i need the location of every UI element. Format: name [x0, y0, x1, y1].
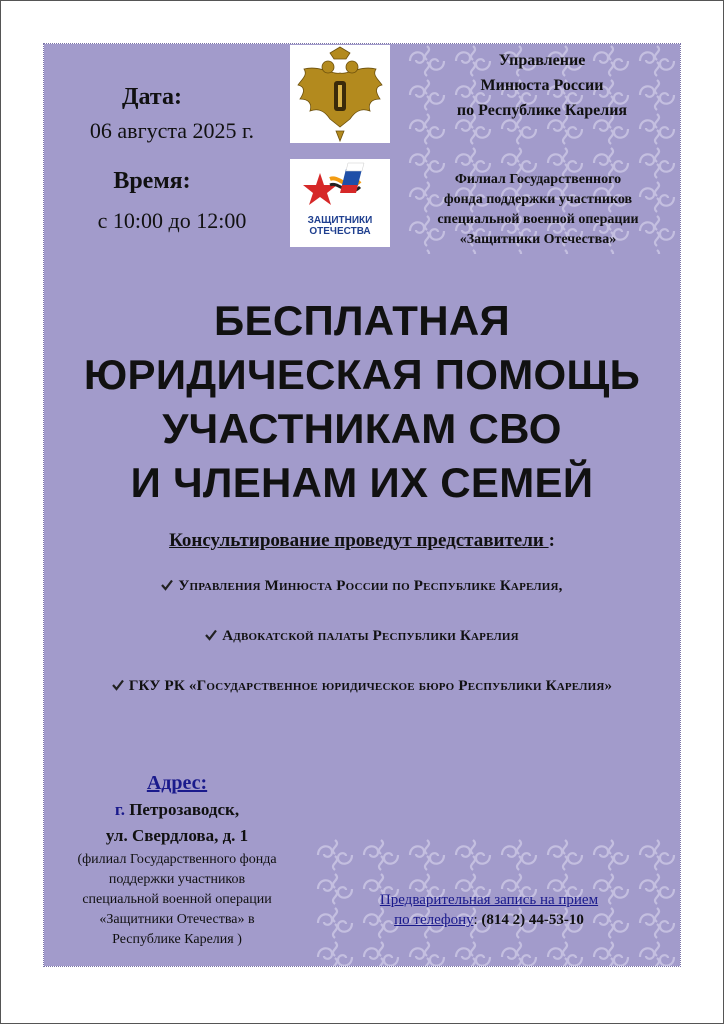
address-note-line: поддержки участников	[108, 872, 246, 887]
rep-item-label: Управления Минюста России по Республике Карелия,	[178, 578, 563, 594]
appointment-line2[interactable]: по телефону	[394, 912, 474, 928]
ministry-org-line: Минюста России	[480, 77, 604, 94]
fund-logo-line2: ОТЕЧЕСТВА	[309, 226, 371, 237]
address-note-line: специальной военной операции	[82, 892, 272, 907]
consult-colon: :	[548, 530, 555, 551]
address-city	[44, 800, 310, 820]
ministry-org-line: Управление	[498, 52, 586, 69]
address-street: ул. Свердлова, д. 1	[105, 826, 249, 845]
fund-org-line: «Защитники Отечества»	[459, 232, 617, 247]
rep-item	[44, 678, 680, 696]
address-label	[44, 772, 310, 795]
address-note-line: Республике Карелия )	[112, 932, 242, 947]
address-city-name: Петрозаводск,	[124, 800, 240, 819]
ministry-org-line: по Республике Карелия	[456, 102, 628, 119]
headline-line: И ЧЛЕНАМ ИХ СЕМЕЙ	[130, 459, 594, 506]
address-note	[44, 850, 310, 950]
fund-org-line: Филиал Государственного	[454, 172, 622, 187]
poster	[44, 44, 680, 966]
appointment-line1[interactable]: Предварительная запись на прием	[379, 892, 599, 908]
address-label-text: Адрес:	[146, 772, 208, 794]
address-note-line: (филиал Государственного фонда	[77, 852, 277, 867]
rep-item-label: ГКУ РК «Государственное юридическое бюро Республики Карелия»	[128, 678, 613, 694]
fund-logo	[290, 159, 390, 247]
headline-line: ЮРИДИЧЕСКАЯ ПОМОЩЬ	[83, 351, 641, 398]
rep-item	[44, 628, 680, 646]
appointment-sep: :	[473, 912, 482, 928]
date-label: Дата:	[122, 84, 182, 110]
headline-line: УЧАСТНИКАМ СВО	[162, 405, 562, 452]
double-headed-eagle-icon	[290, 45, 390, 143]
appointment-block	[344, 890, 634, 930]
time-value: с 10:00 до 12:00	[97, 208, 247, 233]
rep-item	[44, 578, 680, 596]
time-label: Время:	[113, 168, 191, 194]
checkmark-icon	[161, 579, 173, 596]
fund-logo-line1: ЗАЩИТНИКИ	[307, 215, 373, 226]
appointment-phone: (814 2) 44-53-10	[481, 912, 584, 928]
address-city-prefix: г.	[114, 800, 125, 819]
consult-text: Консультирование проведут представители	[169, 530, 549, 551]
fund-org	[396, 170, 680, 250]
headline-line: БЕСПЛАТНАЯ	[214, 297, 510, 344]
ministry-org	[424, 48, 660, 123]
fund-org-line: специальной военной операции	[437, 212, 639, 227]
consult-heading	[44, 530, 680, 552]
checkmark-icon	[205, 629, 217, 646]
rep-item-label: Адвокатской палаты Республики Карелия	[222, 628, 519, 644]
headline	[44, 294, 680, 510]
date-value: 06 августа 2025 г.	[89, 118, 255, 143]
address-note-line: «Защитники Отечества» в	[99, 912, 255, 927]
ministry-emblem	[290, 45, 390, 143]
fund-org-line: фонда поддержки участников	[443, 192, 633, 207]
star-ribbon-icon	[303, 163, 364, 205]
checkmark-icon	[112, 679, 124, 696]
